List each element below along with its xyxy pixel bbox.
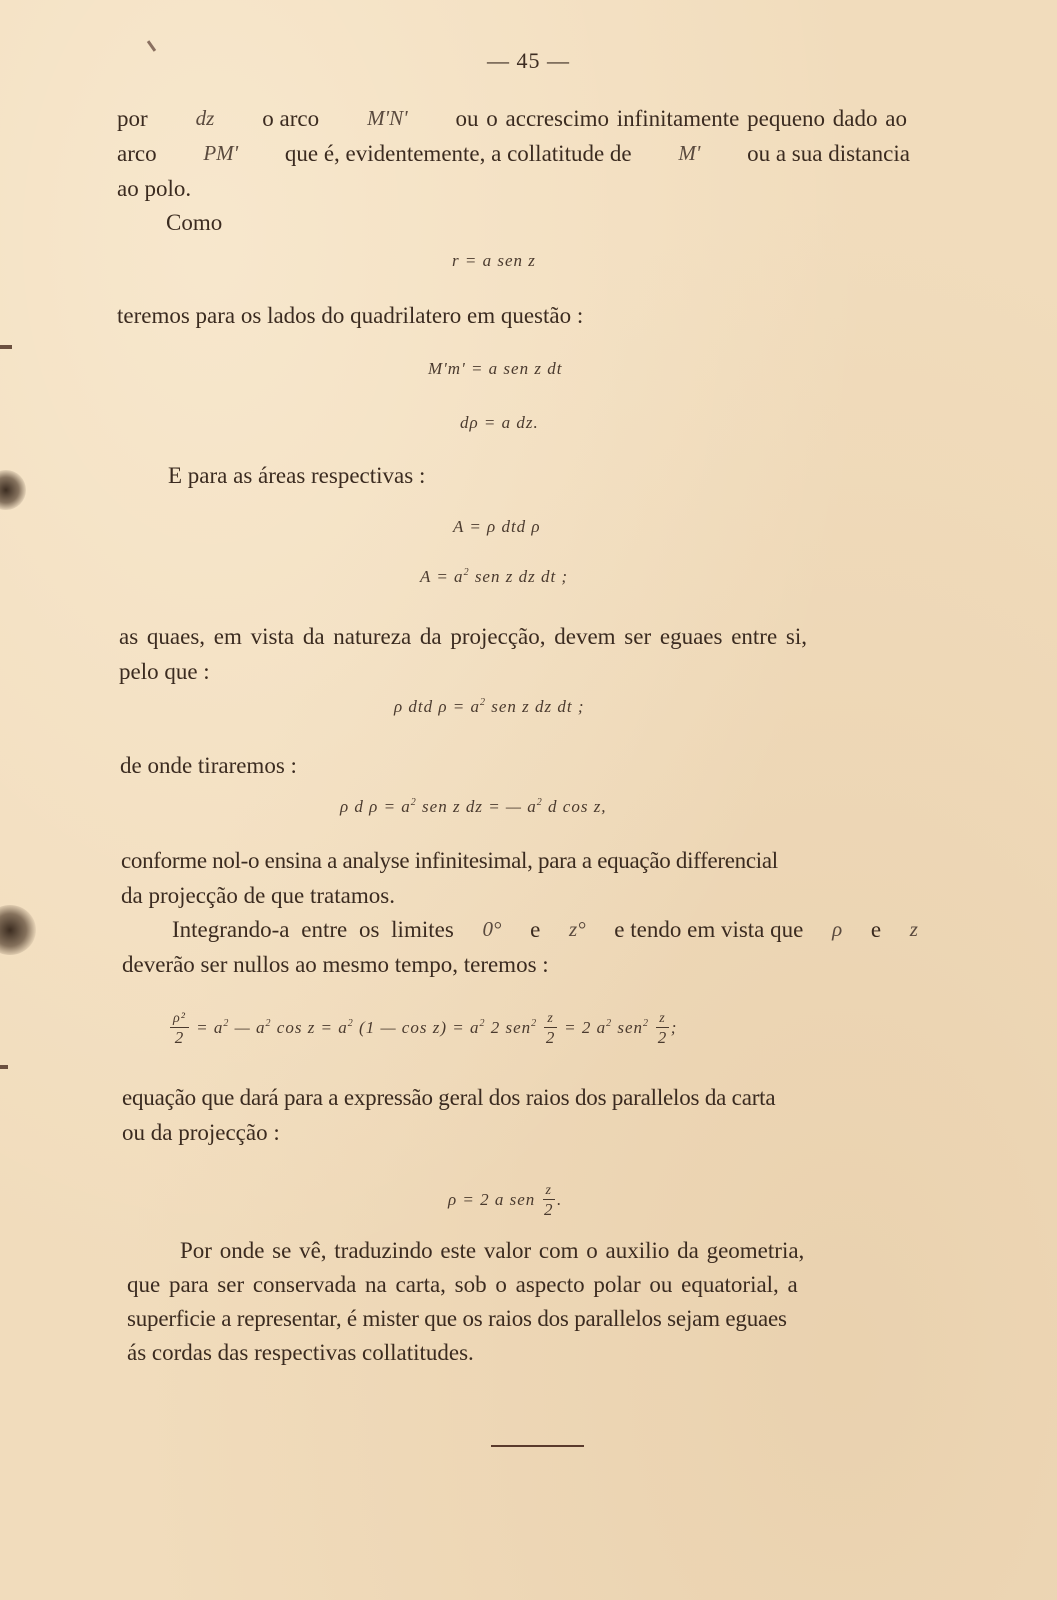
paragraph-10-line-3: superficie a representar, é mister que os raios dos parallelos sejam eguaes	[127, 1306, 787, 1331]
paragraph-10-line-2: que para ser conservada na carta, sob o aspecto polar ou equatorial, a	[127, 1272, 798, 1297]
fraction-z-over-2: $\frac{z}{2}$	[544, 1183, 554, 1219]
equation-3: dρ = a dz.	[460, 413, 539, 432]
equation-1: r = a sen z	[452, 251, 536, 270]
paragraph-9-line-2: ou da projecção :	[122, 1120, 280, 1145]
equation-2: M'm' = a sen z dt	[428, 359, 563, 378]
equation-6: ρ dtd $\rho = a^2$ sen z dz dt ;	[394, 697, 585, 716]
paragraph-1-line-1: por dz o arco M'N' ou o accrescimo infinitamente pequeno dado ao	[117, 106, 907, 131]
fraction-z-over-2: $\frac{z}{2}$	[545, 1011, 556, 1047]
fraction-z-over-2: $\frac{z}{2}$	[657, 1011, 668, 1047]
paragraph-1-line-3: ao polo.	[117, 176, 192, 201]
fraction-rho-squared-over-2: $\frac{\text{ρ²}}{2}$	[170, 1012, 189, 1046]
equation-9: ρ = 2 a sen $\frac{z}{2}$ .	[448, 1183, 563, 1219]
equation-7: ρ d $\rho = a^2$ sen z dz = — $a^2$ d cos z,	[340, 797, 607, 816]
paragraph-7-line-1: conforme nol-o ensina a analyse infinitesimal, para a equação differencial	[121, 848, 778, 873]
paragraph-8-line-1: Integrando-a entre os limites 0° e z° e tendo em vista que ρ e z	[172, 917, 918, 942]
paragraph-7-line-2: da projecção de que tratamos.	[121, 883, 395, 908]
paragraph-9-line-1: equação que dará para a expressão geral dos raios dos parallelos da carta	[122, 1085, 776, 1110]
edge-mark-2	[0, 1065, 8, 1069]
equation-8: $\frac{\text{ρ²}}{2}$ = $a^2$ — $a^2$ $\cos z = a^2$ (1 — $\cos z) = a^2$ 2 sen$^2$ $\frac{z}{2}$ = 2 $a^2$ sen$^2$ $\frac{z}{2}$ ;	[168, 1012, 677, 1046]
paragraph-10-line-4: ás cordas das respectivas collatitudes.	[127, 1340, 474, 1365]
paragraph-6-line-1: de onde tiraremos :	[120, 753, 297, 778]
page-number: — 45 —	[487, 48, 570, 73]
paragraph-2-line-1: Como	[166, 210, 223, 235]
paragraph-5-line-2: pelo que :	[119, 659, 210, 684]
ink-stain-1	[0, 470, 26, 510]
paragraph-8-line-2: deverão ser nullos ao mesmo tempo, teremos :	[122, 952, 549, 977]
paragraph-1-line-2: arco PM' que é, evidentemente, a collatitude de M' ou a sua distancia	[117, 141, 910, 166]
edge-mark-1	[0, 345, 12, 349]
equation-4: A = ρ dtd ρ	[453, 517, 541, 536]
ink-stain-2	[0, 905, 36, 955]
paragraph-5-line-1: as quaes, em vista da natureza da projecção, devem ser eguaes entre si,	[119, 624, 808, 649]
equation-5: $A = a^2$ sen z dz dt ;	[420, 567, 569, 586]
end-of-section-rule	[491, 1445, 584, 1447]
paragraph-3-line-1: teremos para os lados do quadrilatero em questão :	[117, 303, 584, 328]
paragraph-4-line-1: E para as áreas respectivas :	[168, 463, 426, 488]
paragraph-10-line-1: Por onde se vê, traduzindo este valor com o auxilio da geometria,	[180, 1238, 805, 1263]
